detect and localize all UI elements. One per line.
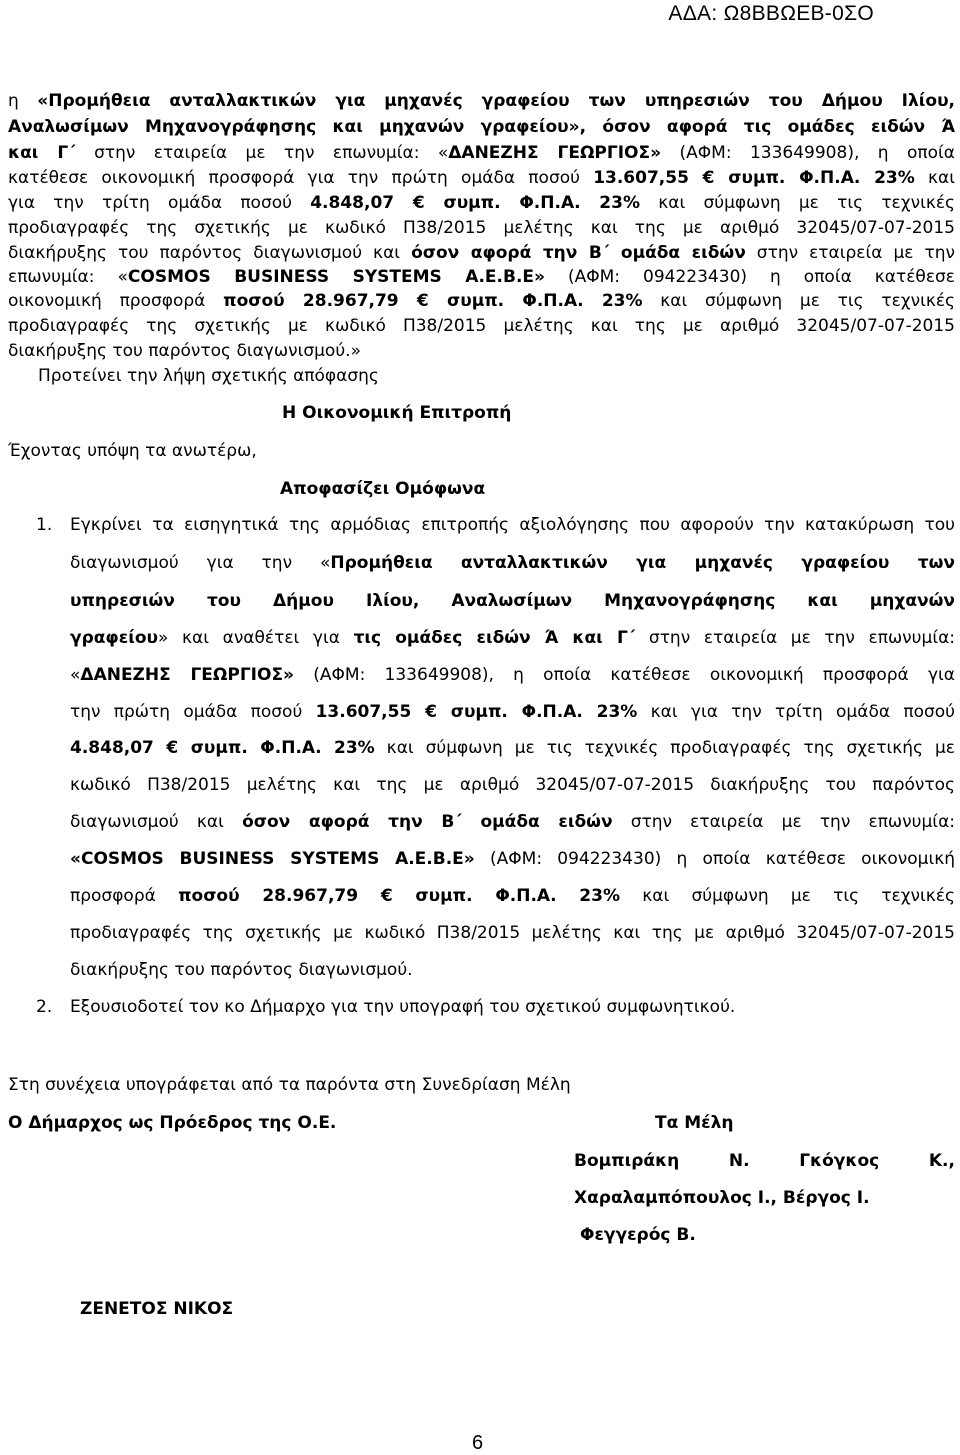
intro-line-10: προδιαγραφές της σχετικής με κωδικό Π38/2015 μελέτης και της με αριθμό 32045/07-07-2015 <box>8 316 955 336</box>
mayor-name: ΖΕΝΕΤΟΣ ΝΙΚΟΣ <box>80 1299 234 1319</box>
item-1-line-6: την πρώτη ομάδα ποσού 13.607,55 € συμπ. Φ.Π.Α. 23% και για την τρίτη ομάδα ποσού <box>70 702 955 722</box>
page-number: 6 <box>472 1432 484 1454</box>
intro-line-8: επωνυμία: «COSMOS BUSINESS SYSTEMS Α.Ε.Β.Ε» (ΑΦΜ: 094223430) η οποία κατέθεσε <box>8 267 955 287</box>
decision-heading: Αποφασίζει Ομόφωνα <box>280 479 486 499</box>
item-1-number: 1. <box>36 515 53 535</box>
members-title: Τα Μέλη <box>655 1113 734 1133</box>
mayor-title: Ο Δήμαρχος ως Πρόεδρος της Ο.Ε. <box>8 1113 337 1133</box>
member-line-3: Φεγγερός Β. <box>580 1225 696 1245</box>
item-2-text: Εξουσιοδοτεί τον κο Δήμαρχο για την υπογραφή του σχετικού συμφωνητικού. <box>70 997 736 1017</box>
item-1-line-7: 4.848,07 € συμπ. Φ.Π.Α. 23% και σύμφωνη με τις τεχνικές προδιαγραφές της σχετικής με <box>70 738 955 758</box>
intro-line-9: οικονομική προσφορά ποσού 28.967,79 € συμπ. Φ.Π.Α. 23% και σύμφωνη με τις τεχνικές <box>8 291 956 311</box>
intro-line-4: κατέθεσε οικονομική προσφορά για την πρώτη ομάδα ποσού 13.607,55 € συμπ. Φ.Π.Α. 23% και <box>8 168 955 188</box>
item-1-line-1: Εγκρίνει τα εισηγητικά της αρμόδιας επιτροπής αξιολόγησης που αφορούν την κατακύρωση του <box>70 515 955 535</box>
item-1-line-12: προδιαγραφές της σχετικής με κωδικό Π38/2015 μελέτης και της με αριθμό 32045/07-07-2015 <box>70 923 955 943</box>
committee-heading: Η Οικονομική Επιτροπή <box>282 403 512 423</box>
item-1-line-11: προσφορά ποσού 28.967,79 € συμπ. Φ.Π.Α. 23% και σύμφωνη με τις τεχνικές <box>70 886 955 906</box>
item-1-line-5: «ΔΑΝΕΖΗΣ ΓΕΩΡΓΙΟΣ» (ΑΦΜ: 133649908), η οποία κατέθεσε οικονομική προσφορά για <box>70 665 955 685</box>
item-2-number: 2. <box>36 997 53 1017</box>
item-1-line-9: διαγωνισμού και όσον αφορά την Β΄ ομάδα ειδών στην εταιρεία με την επωνυμία: <box>70 812 955 832</box>
intro-line-5: για την τρίτη ομάδα ποσού 4.848,07 € συμπ. Φ.Π.Α. 23% και σύμφωνη με τις τεχνικές <box>8 193 956 213</box>
proposal-line: Προτείνει την λήψη σχετικής απόφασης <box>38 366 379 386</box>
item-1-line-10: «COSMOS BUSINESS SYSTEMS Α.Ε.Β.Ε» (ΑΦΜ: 094223430) η οποία κατέθεσε οικονομική <box>70 849 956 869</box>
intro-line-6: προδιαγραφές της σχετικής με κωδικό Π38/2015 μελέτης και της με αριθμό 32045/07-07-2015 <box>8 218 955 238</box>
intro-line-11: διακήρυξης του παρόντος διαγωνισμού.» <box>8 341 361 361</box>
item-1-line-3: υπηρεσιών του Δήμου Ιλίου, Αναλωσίμων Μηχανογράφησης και μηχανών <box>70 591 955 611</box>
intro-line-2: Αναλωσίμων Μηχανογράφησης και μηχανών γραφείου», όσον αφορά τις ομάδες ειδών Ά <box>8 117 955 137</box>
signatures-intro: Στη συνέχεια υπογράφεται από τα παρόντα στη Συνεδρίαση Μέλη <box>8 1075 571 1095</box>
ada-header: ΑΔΑ: Ω8ΒΒΩΕΒ-0ΣΟ <box>668 2 874 25</box>
item-1-line-2: διαγωνισμού για την «Προμήθεια ανταλλακτικών για μηχανές γραφείου των <box>70 553 955 573</box>
item-1-line-8: κωδικό Π38/2015 μελέτης και της με αριθμό 32045/07-07-2015 διακήρυξης του παρόντος <box>70 775 955 795</box>
item-1-line-13: διακήρυξης του παρόντος διαγωνισμού. <box>70 960 413 980</box>
intro-line-1: η «Προμήθεια ανταλλακτικών για μηχανές γραφείου των υπηρεσιών του Δήμου Ιλίου, <box>8 91 956 111</box>
considering-line: Έχοντας υπόψη τα ανωτέρω, <box>8 441 257 461</box>
intro-line-7: διακήρυξης του παρόντος διαγωνισμού και όσον αφορά την Β΄ ομάδα ειδών στην εταιρεία με την <box>8 243 955 263</box>
member-line-1: Βομπιράκη Ν. Γκόγκος Κ., <box>574 1151 955 1171</box>
intro-line-3: και Γ΄ στην εταιρεία με την επωνυμία: «ΔΑΝΕΖΗΣ ΓΕΩΡΓΙΟΣ» (ΑΦΜ: 133649908), η οποία <box>8 143 955 163</box>
member-line-2: Χαραλαμπόπουλος Ι., Βέργος Ι. <box>574 1188 870 1208</box>
item-1-line-4: γραφείου» και αναθέτει για τις ομάδες ειδών Ά και Γ΄ στην εταιρεία με την επωνυμία: <box>70 628 956 648</box>
